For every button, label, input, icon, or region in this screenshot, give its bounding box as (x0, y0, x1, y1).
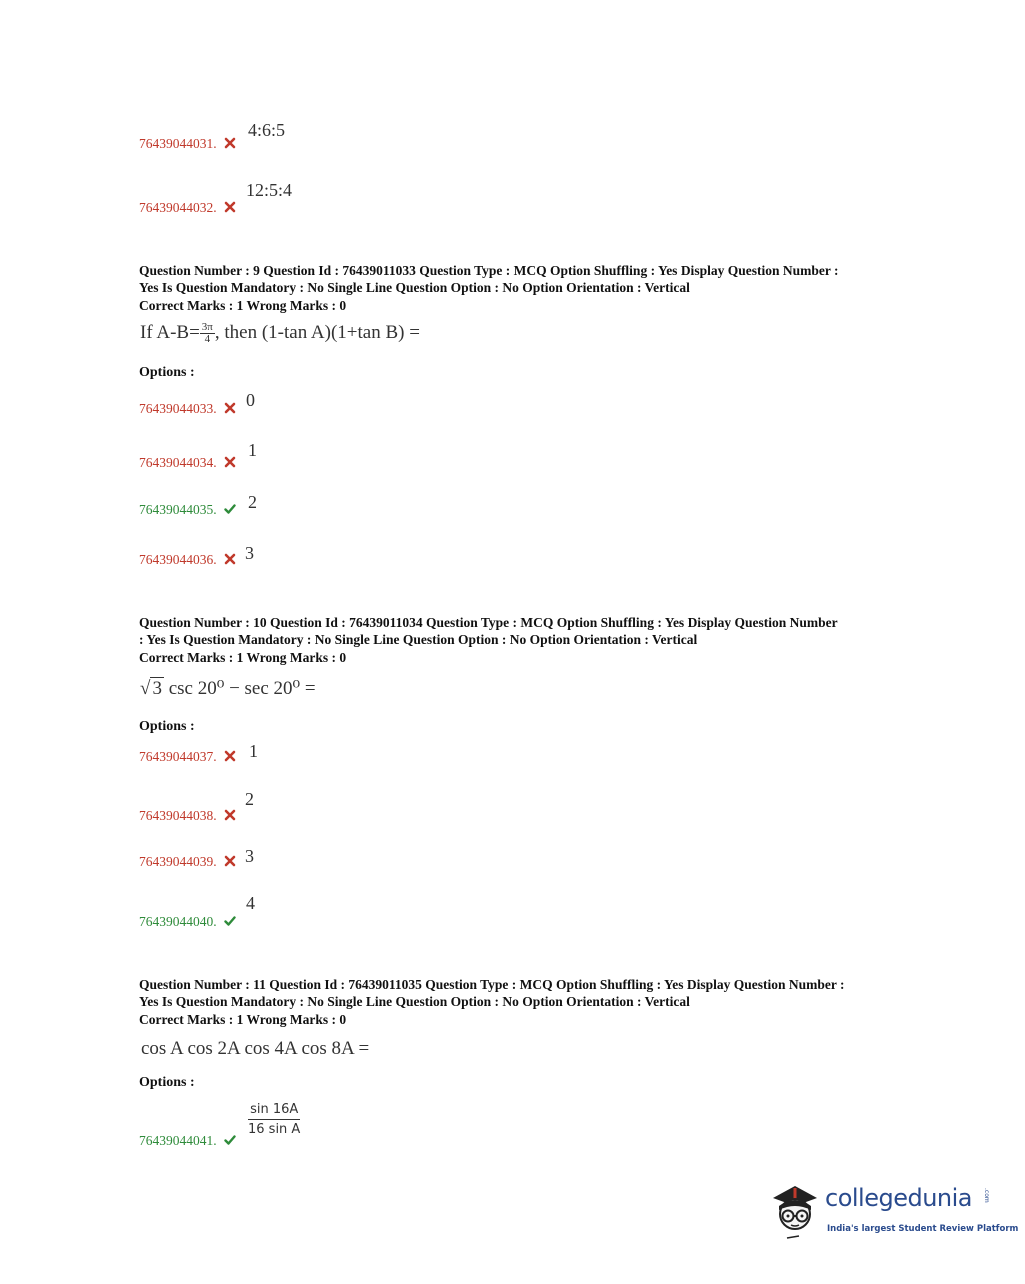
question-meta (139, 614, 909, 648)
mascot-icon (765, 1176, 825, 1246)
question-text (140, 322, 420, 345)
question-meta-line2: : Yes Is Question Mandatory : No Single Line Question Option : No Option Orientation : Vertical (139, 632, 698, 647)
option-row (139, 552, 236, 568)
option-value: 2 (248, 492, 257, 512)
option-value: 1 (249, 741, 258, 761)
option-row (139, 854, 236, 870)
question-meta-line2: Yes Is Question Mandatory : No Single Line Question Option : No Option Orientation : Vertical (139, 994, 690, 1009)
option-value: 12:5:4 (246, 180, 293, 200)
logo-name: collegedunia (825, 1184, 973, 1212)
question-meta-line1: Question Number : 9 Question Id : 76439011033 Question Type : MCQ Option Shuffling : Yes Display Question Number : (139, 263, 839, 278)
option-row (139, 401, 236, 417)
option-row (139, 200, 236, 216)
fraction-numerator: sin 16A (248, 1102, 300, 1120)
option-id: 76439044040. (139, 914, 217, 929)
question-text-prefix: If A-B= (140, 322, 200, 343)
option-value: 4 (246, 893, 255, 913)
option-row (139, 136, 236, 152)
question-meta (139, 262, 909, 296)
option-id: 76439044039. (139, 854, 217, 869)
wrong-icon (224, 855, 236, 867)
fraction-denominator: 16 sin A (248, 1122, 301, 1137)
question-meta-line1: Question Number : 11 Question Id : 76439011035 Question Type : MCQ Option Shuffling : Yes Display Question Number : (139, 977, 845, 992)
option-row (139, 502, 236, 518)
wrong-icon (224, 201, 236, 213)
option-fraction (248, 1102, 300, 1137)
fraction-denominator: 4 (204, 333, 211, 346)
logo-tagline: India's largest Student Review Platform (827, 1224, 1019, 1234)
option-row (139, 749, 236, 765)
options-label: Options : (139, 365, 195, 380)
wrong-icon (224, 456, 236, 468)
question-meta (139, 976, 909, 1010)
check-icon (224, 1134, 236, 1146)
option-value: 0 (246, 390, 255, 410)
option-id: 76439044033. (139, 401, 217, 416)
option-value: 4:6:5 (248, 120, 286, 140)
check-icon (224, 915, 236, 927)
options-label: Options : (139, 1075, 195, 1090)
option-id: 76439044031. (139, 136, 217, 151)
check-icon (224, 503, 236, 515)
wrong-icon (224, 809, 236, 821)
option-row (139, 455, 236, 471)
question-marks: Correct Marks : 1 Wrong Marks : 0 (139, 1012, 347, 1027)
option-row (139, 1133, 236, 1149)
question-meta-line2: Yes Is Question Mandatory : No Single Line Question Option : No Option Orientation : Vertical (139, 280, 690, 295)
wrong-icon (224, 553, 236, 565)
option-row (139, 914, 236, 930)
question-marks: Correct Marks : 1 Wrong Marks : 0 (139, 650, 347, 665)
option-id: 76439044034. (139, 455, 217, 470)
wrong-icon (224, 137, 236, 149)
option-id: 76439044035. (139, 502, 217, 517)
question-marks: Correct Marks : 1 Wrong Marks : 0 (139, 298, 347, 313)
option-id: 76439044036. (139, 552, 217, 567)
square-root: √ 3 (140, 678, 162, 699)
question-text-suffix: , then (1-tan A)(1+tan B) = (214, 322, 420, 343)
wrong-icon (224, 402, 236, 414)
option-value: 2 (245, 789, 254, 809)
option-id: 76439044032. (139, 200, 217, 215)
fraction-numerator: 3π (201, 321, 213, 334)
logo-suffix: .com (983, 1188, 990, 1203)
wrong-icon (224, 750, 236, 762)
question-text (140, 677, 316, 700)
option-id: 76439044037. (139, 749, 217, 764)
square-root-argument: 3 (152, 678, 162, 699)
fraction (200, 322, 215, 345)
question-text-body: csc 20⁰ − sec 20⁰ = (163, 678, 316, 699)
option-value: 1 (248, 440, 257, 460)
options-label: Options : (139, 719, 195, 734)
option-id: 76439044041. (139, 1133, 217, 1148)
question-text: cos A cos 2A cos 4A cos 8A = (141, 1038, 370, 1059)
option-value: 3 (245, 846, 254, 866)
option-id: 76439044038. (139, 808, 217, 823)
collegedunia-logo (765, 1176, 1019, 1246)
question-meta-line1: Question Number : 10 Question Id : 76439011034 Question Type : MCQ Option Shuffling : Yes Display Question Number (139, 615, 838, 630)
option-value: 3 (245, 543, 254, 563)
option-row (139, 808, 236, 824)
